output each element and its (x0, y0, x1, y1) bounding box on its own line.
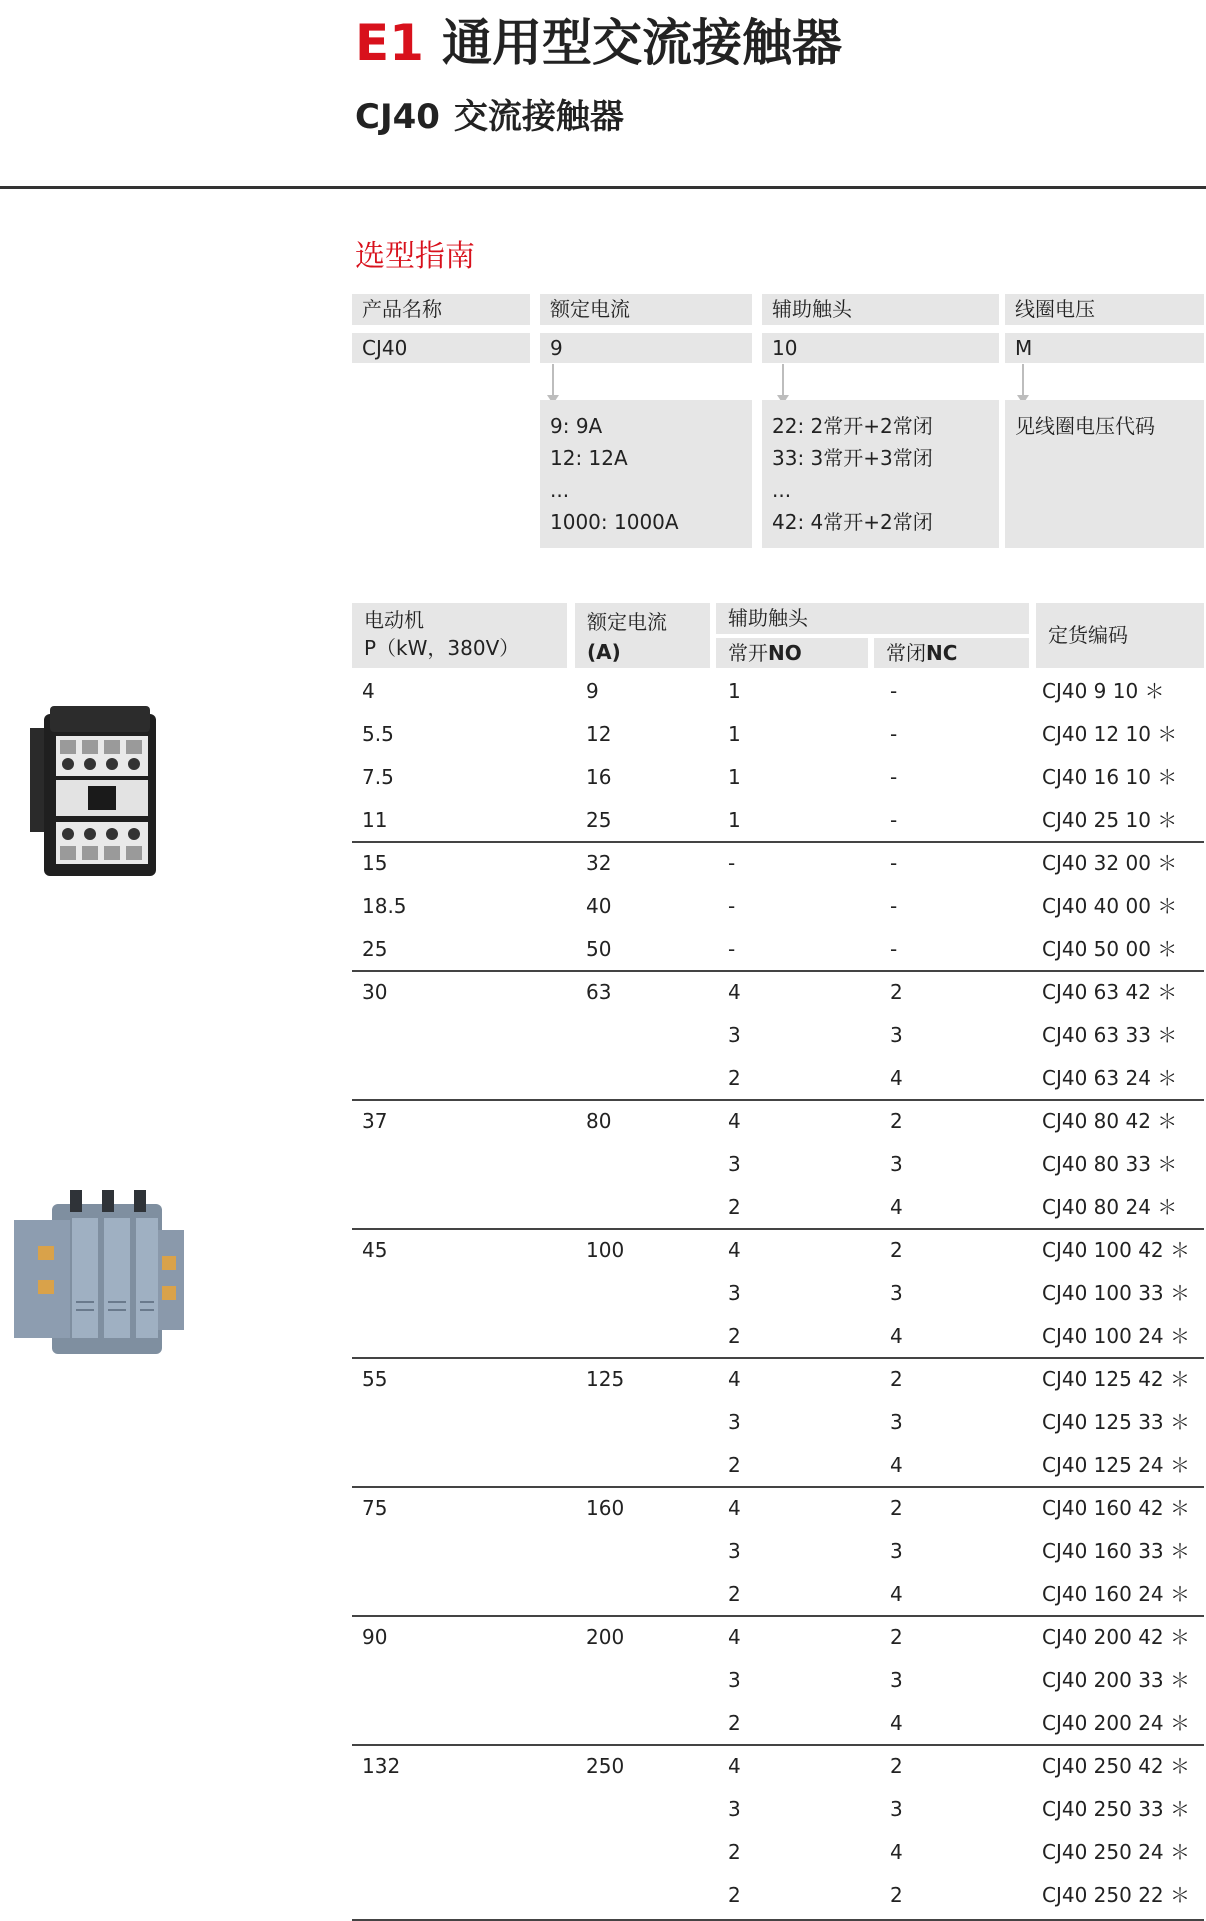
table-row (352, 971, 1204, 1014)
cell-aux-no: 3 (728, 1281, 741, 1305)
th-no (716, 638, 868, 668)
table-row (352, 756, 1204, 799)
cell-rated-current: 9 (586, 679, 599, 703)
cell-rated-current: 250 (586, 1754, 625, 1778)
guide-detail: 12: 12A (550, 446, 628, 470)
cell-order-code: CJ40 80 42 ＊ (1042, 1109, 1178, 1133)
table-row (352, 1186, 1204, 1229)
guide-detail: 见线圈电压代码 (1015, 414, 1155, 438)
cell-aux-nc: - (890, 808, 898, 832)
cell-motor-power: 25 (362, 937, 388, 961)
th-aux: 辅助触头 (716, 603, 1029, 634)
cell-aux-no: 2 (728, 1883, 741, 1907)
cell-order-code: CJ40 250 22 ＊ (1042, 1883, 1191, 1907)
table-row (352, 1100, 1204, 1143)
cell-rated-current: 32 (586, 851, 612, 875)
cell-aux-nc: 4 (890, 1453, 903, 1477)
table-row (352, 670, 1204, 713)
header-divider (0, 186, 1206, 189)
cell-order-code: CJ40 160 33 ＊ (1042, 1539, 1191, 1563)
cell-aux-nc: 4 (890, 1582, 903, 1606)
cell-aux-no: 4 (728, 1367, 741, 1391)
th-motor-line1: 电动机 (364, 608, 424, 632)
table-row (352, 713, 1204, 756)
cell-order-code: CJ40 80 24 ＊ (1042, 1195, 1178, 1219)
table-row (352, 1702, 1204, 1745)
cell-rated-current: 80 (586, 1109, 612, 1133)
cell-aux-no: 2 (728, 1066, 741, 1090)
table-row (352, 1358, 1204, 1401)
cell-motor-power: 37 (362, 1109, 388, 1133)
cell-aux-nc: 3 (890, 1023, 903, 1047)
table-row (352, 1014, 1204, 1057)
guide-header-current: 额定电流 (540, 294, 752, 325)
cell-aux-no: 4 (728, 980, 741, 1004)
cell-aux-no: 4 (728, 1109, 741, 1133)
th-no-prefix: 常开 (728, 641, 768, 665)
cell-aux-no: 3 (728, 1539, 741, 1563)
cell-order-code: CJ40 9 10 ＊ (1042, 679, 1165, 703)
cell-aux-nc: - (890, 851, 898, 875)
cell-rated-current: 100 (586, 1238, 625, 1262)
th-nc-suffix: NC (926, 641, 958, 665)
table-row (352, 885, 1204, 928)
cell-rated-current: 40 (586, 894, 612, 918)
cell-aux-nc: - (890, 679, 898, 703)
th-current-line1: 额定电流 (587, 610, 667, 634)
guide-detail: 22: 2常开+2常闭 (772, 414, 933, 438)
cell-rated-current: 63 (586, 980, 612, 1004)
table-row (352, 1444, 1204, 1487)
cell-order-code: CJ40 200 24 ＊ (1042, 1711, 1191, 1735)
guide-header-coil: 线圈电压 (1005, 294, 1204, 325)
cell-order-code: CJ40 63 24 ＊ (1042, 1066, 1178, 1090)
table-row (352, 1659, 1204, 1702)
cell-aux-no: 3 (728, 1797, 741, 1821)
cell-order-code: CJ40 125 42 ＊ (1042, 1367, 1191, 1391)
table-row (352, 1788, 1204, 1831)
cell-order-code: CJ40 125 24 ＊ (1042, 1453, 1191, 1477)
model-name: 交流接触器 (453, 97, 624, 137)
large-contactor-image (12, 1190, 187, 1370)
cell-aux-nc: 2 (890, 980, 903, 1004)
cell-motor-power: 11 (362, 808, 388, 832)
guide-header-aux: 辅助触头 (762, 294, 999, 325)
table-row (352, 1229, 1204, 1272)
arrow-down-icon (552, 364, 554, 396)
cell-aux-nc: - (890, 722, 898, 746)
cell-aux-no: 4 (728, 1625, 741, 1649)
cell-aux-nc: 2 (890, 1238, 903, 1262)
cell-aux-no: - (728, 851, 736, 875)
cell-aux-no: - (728, 894, 736, 918)
cell-order-code: CJ40 40 00 ＊ (1042, 894, 1178, 918)
th-motor (352, 603, 567, 668)
cell-aux-no: 4 (728, 1238, 741, 1262)
page-subtitle (355, 97, 624, 137)
model-code: CJ40 (355, 97, 440, 137)
cell-order-code: CJ40 250 42 ＊ (1042, 1754, 1191, 1778)
cell-order-code: CJ40 250 33 ＊ (1042, 1797, 1191, 1821)
table-row (352, 1401, 1204, 1444)
cell-aux-no: 4 (728, 1496, 741, 1520)
cell-order-code: CJ40 80 33 ＊ (1042, 1152, 1178, 1176)
cell-aux-nc: - (890, 765, 898, 789)
cell-aux-nc: 4 (890, 1840, 903, 1864)
cell-aux-nc: - (890, 894, 898, 918)
cell-motor-power: 7.5 (362, 765, 394, 789)
table-row (352, 1315, 1204, 1358)
cell-aux-nc: 4 (890, 1195, 903, 1219)
th-current (575, 603, 710, 668)
guide-value-product: CJ40 (352, 333, 530, 363)
cell-order-code: CJ40 16 10 ＊ (1042, 765, 1178, 789)
cell-order-code: CJ40 100 42 ＊ (1042, 1238, 1191, 1262)
guide-details-aux (762, 400, 999, 548)
guide-value-current: 9 (540, 333, 752, 363)
th-current-line2: (A) (587, 640, 621, 664)
th-motor-line2: P（kW，380V） (364, 636, 520, 660)
table-row (352, 928, 1204, 971)
cell-aux-nc: 3 (890, 1410, 903, 1434)
guide-detail: 1000: 1000A (550, 510, 679, 534)
cell-aux-no: 3 (728, 1410, 741, 1434)
cell-order-code: CJ40 50 00 ＊ (1042, 937, 1178, 961)
guide-detail: 33: 3常开+3常闭 (772, 446, 933, 470)
th-nc-prefix: 常闭 (886, 641, 926, 665)
cell-aux-nc: 4 (890, 1066, 903, 1090)
cell-motor-power: 15 (362, 851, 388, 875)
guide-details-coil (1005, 400, 1204, 548)
table-row (352, 1530, 1204, 1573)
cell-aux-no: 1 (728, 808, 741, 832)
cell-order-code: CJ40 25 10 ＊ (1042, 808, 1178, 832)
cell-rated-current: 160 (586, 1496, 625, 1520)
cell-order-code: CJ40 12 10 ＊ (1042, 722, 1178, 746)
cell-aux-nc: 3 (890, 1539, 903, 1563)
guide-detail: 42: 4常开+2常闭 (772, 510, 933, 534)
th-nc (874, 638, 1029, 668)
cell-order-code: CJ40 100 33 ＊ (1042, 1281, 1191, 1305)
cell-aux-nc: 3 (890, 1668, 903, 1692)
cell-aux-no: 2 (728, 1582, 741, 1606)
table-row (352, 842, 1204, 885)
table-row (352, 1057, 1204, 1100)
guide-value-aux: 10 (762, 333, 999, 363)
guide-header-product: 产品名称 (352, 294, 530, 325)
arrow-down-icon (782, 364, 784, 396)
cell-rated-current: 125 (586, 1367, 625, 1391)
guide-detail: 9: 9A (550, 414, 603, 438)
table-row (352, 1745, 1204, 1788)
series-name: 通用型交流接触器 (441, 14, 842, 72)
cell-order-code: CJ40 63 33 ＊ (1042, 1023, 1178, 1047)
cell-aux-no: 2 (728, 1195, 741, 1219)
cell-order-code: CJ40 125 33 ＊ (1042, 1410, 1191, 1434)
cell-aux-no: 4 (728, 1754, 741, 1778)
cell-aux-nc: 2 (890, 1625, 903, 1649)
table-row (352, 1487, 1204, 1530)
cell-aux-no: 1 (728, 679, 741, 703)
cell-order-code: CJ40 200 33 ＊ (1042, 1668, 1191, 1692)
cell-aux-nc: 2 (890, 1754, 903, 1778)
cell-order-code: CJ40 160 42 ＊ (1042, 1496, 1191, 1520)
guide-detail: ... (550, 478, 570, 502)
cell-aux-no: 2 (728, 1840, 741, 1864)
arrow-down-icon (1022, 364, 1024, 396)
cell-order-code: CJ40 63 42 ＊ (1042, 980, 1178, 1004)
cell-aux-nc: 2 (890, 1883, 903, 1907)
cell-motor-power: 55 (362, 1367, 388, 1391)
cell-aux-nc: 3 (890, 1152, 903, 1176)
cell-aux-nc: 4 (890, 1324, 903, 1348)
selection-guide-title: 选型指南 (355, 239, 475, 274)
cell-aux-no: 1 (728, 722, 741, 746)
cell-motor-power: 90 (362, 1625, 388, 1649)
cell-aux-no: 3 (728, 1023, 741, 1047)
cell-motor-power: 45 (362, 1238, 388, 1262)
table-row (352, 799, 1204, 842)
cell-motor-power: 4 (362, 679, 375, 703)
th-order-code: 定货编码 (1036, 603, 1204, 668)
cell-aux-nc: 2 (890, 1367, 903, 1391)
cell-order-code: CJ40 200 42 ＊ (1042, 1625, 1191, 1649)
table-row (352, 1573, 1204, 1616)
cell-motor-power: 5.5 (362, 722, 394, 746)
cell-motor-power: 132 (362, 1754, 401, 1778)
cell-aux-nc: - (890, 937, 898, 961)
cell-order-code: CJ40 250 24 ＊ (1042, 1840, 1191, 1864)
table-row (352, 1272, 1204, 1315)
cell-motor-power: 30 (362, 980, 388, 1004)
th-no-suffix: NO (768, 641, 802, 665)
cell-aux-no: 3 (728, 1152, 741, 1176)
cell-motor-power: 75 (362, 1496, 388, 1520)
cell-rated-current: 200 (586, 1625, 625, 1649)
cell-rated-current: 50 (586, 937, 612, 961)
cell-aux-nc: 4 (890, 1711, 903, 1735)
cell-aux-no: 2 (728, 1711, 741, 1735)
guide-detail: ... (772, 478, 792, 502)
table-row (352, 1874, 1204, 1917)
table-row (352, 1831, 1204, 1874)
cell-aux-nc: 2 (890, 1109, 903, 1133)
cell-aux-nc: 3 (890, 1797, 903, 1821)
table-row (352, 1616, 1204, 1659)
cell-order-code: CJ40 160 24 ＊ (1042, 1582, 1191, 1606)
cell-order-code: CJ40 32 00 ＊ (1042, 851, 1178, 875)
table-row (352, 1143, 1204, 1186)
cell-aux-no: 3 (728, 1668, 741, 1692)
guide-value-coil: M (1005, 333, 1204, 363)
cell-rated-current: 12 (586, 722, 612, 746)
cell-aux-no: 2 (728, 1324, 741, 1348)
series-code: E1 (355, 14, 424, 72)
cell-rated-current: 25 (586, 808, 612, 832)
guide-details-current (540, 400, 752, 548)
cell-motor-power: 18.5 (362, 894, 407, 918)
page-title (355, 14, 842, 72)
cell-aux-no: 2 (728, 1453, 741, 1477)
cell-aux-nc: 2 (890, 1496, 903, 1520)
cell-aux-no: - (728, 937, 736, 961)
cell-rated-current: 16 (586, 765, 612, 789)
cell-aux-nc: 3 (890, 1281, 903, 1305)
cell-aux-no: 1 (728, 765, 741, 789)
small-contactor-image (26, 706, 166, 882)
cell-order-code: CJ40 100 24 ＊ (1042, 1324, 1191, 1348)
